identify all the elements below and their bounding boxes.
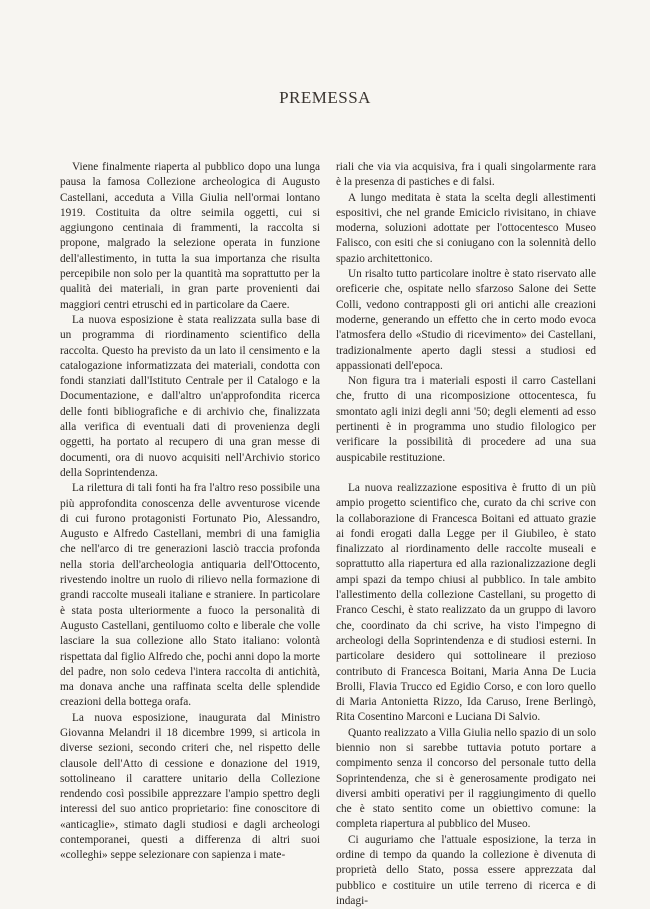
left-column [60,160,320,864]
paragraph-continuation: riali che via via acquisiva, fra i quali singolarmente rara è la presenza di pastiches e di falsi. [336,161,596,189]
page-title: PREMESSA [279,88,371,107]
paragraph: A lungo meditata è stata la scelta degli allestimenti espositivi, che nel grande Emiciclo rivisitano, in chiave moderna, soluzioni adottate per l'ottocentesco Museo Falisco, con esiti che si coniugano con la solennità dello spazio architettonico. [336,191,596,265]
paragraph: Ci auguriamo che l'attuale esposizione, la terza in ordine di tempo da quando la collezione è divenuta di proprietà dello Stato, possa essere apprezzata dal pubblico e costituire un utile terreno di ricerca e di indagi- [336,833,596,907]
paragraph: Quanto realizzato a Villa Giulia nello spazio di un solo biennio non si sarebbe tuttavia potuto portare a compimento senza il concorso del personale tutto della Soprintendenza, che si è generosamente prodigato nei diversi ambiti operativi per il raggiungimento di quello che è stato sentito come un obiettivo comune: la completa riapertura al pubblico del Museo. [336,726,596,831]
paragraph: Viene finalmente riaperta al pubblico dopo una lunga pausa la famosa Collezione archeologica di Augusto Castellani, acceduta a Villa Giulia nell'ormai lontano 1919. Costituita da oltre seimila oggetti, cui si aggiungono centinaia di frammenti, la raccolta si propone, malgrado la selezione operata in funzione dell'allestimento, in tutta la sua importanza che risulta percepibile non solo per la quantità ma soprattutto per la qualità dei materiali, in gran parte provenienti dai maggiori centri etruschi ed in particolare da Caere. [60,161,320,311]
paragraph: Non figura tra i materiali esposti il carro Castellani che, frutto di una ricomposizione ottocentesca, fu smontato agli inizi degli anni '50; degli elementi ad esso pertinenti è in programma uno studio filologico per verificare la possibilità di procedere ad una sua auspicabile restituzione. [336,375,596,464]
right-column [336,160,596,909]
paragraph: La nuova esposizione, inaugurata dal Ministro Giovanna Melandri il 18 dicembre 1999, si articola in diverse sezioni, secondo criteri che, nel rispetto delle clausole dell'Atto di cessione e donazione del 1919, sottolineano il carattere unitario della Collezione rendendo così possibile apprezzare l'ampio spettro degli interessi del suo antico proprietario: fine conoscitore di «anticaglie», stimato dagli studiosi e dagli archeologi contemporanei, questi a differenza di altri suoi «colleghi» seppe selezionare con sapienza i mate- [60,711,320,862]
paragraph: Un risalto tutto particolare inoltre è stato riservato alle oreficerie che, ospitate nello sfarzoso Salone dei Sette Colli, vedono contrapposti gli ori antichi alle creazioni moderne, generando un effetto che in certo modo evoca l'atmosfera dello «Studio di ricevimento» dei Castellani, tradizionalmente aperto dagli stessi a studiosi ed appassionati dell'epoca. [336,268,596,372]
paragraph: La rilettura di tali fonti ha fra l'altro reso possibile una più approfondita conoscenza delle avventurose vicende di cui furono protagonisti Fortunato Pio, Alessandro, Augusto e Alfredo Castellani, membri di una famiglia che nell'arco di tre generazioni lasciò traccia profonda nella storia dell'archeologia antiquaria dell'Ottocento, rivestendo inoltre un ruolo di rilievo nella formazione di grandi raccolte museali italiane e straniere. In particolare è stata posta ulteriormente a fuoco la personalità di Augusto Castellani, gentiluomo colto e liberale che volle lasciare la sua collezione allo Stato italiano: volontà rispettata dal figlio Alfredo che, pochi anni dopo la morte del padre, non solo cedeva l'intera raccolta di antichità, ma donava anche una raffinata scelta delle splendide creazioni della bottega orafa. [60,482,320,709]
paragraph: La nuova realizzazione espositiva è frutto di un più ampio progetto scientifico che, curato da chi scrive con la collaborazione di Francesca Boitani ed attuato grazie ai fondi erogati dalla Legge per il Giubileo, è stato finalizzato al riordinamento delle raccolte museali e soprattutto alla riapertura ed alla razionalizzazione degli ampi spazi da tempo chiusi al pubblico. In tale ambito l'allestimento della collezione Castellani, su progetto di Franco Ceschi, è stato realizzato da un gruppo di lavoro che, coordinato da chi scrive, ha visto l'impegno di archeologi della Soprintendenza e di studiosi esterni. In particolare desidero qui sottolineare il prezioso contributo di Francesca Boitani, Maria Anna De Lucia Brolli, Flavia Trucco ed Egidio Corso, e con loro quello di Maria Antonietta Rizzo, Ida Caruso, Irene Berlingò, Rita Cosentino Marconi e Luciana Di Salvio. [336,481,596,724]
paragraph: La nuova esposizione è stata realizzata sulla base di un programma di riordinamento scientifico della raccolta. Questo ha previsto da un lato il censimento e la catalogazione informatizzata dei materiali, condotta con fondi stanziati dall'Istituto Centrale per il Catalogo e la Documentazione, e dall'altro un'approfondita ricerca delle fonti bibliografiche e di archivio che, finalizzata alla verifica di eventuali dati di provenienza degli oggetti, ha portato al recupero di una gran messe di documenti, ora di nuovo acquisiti nell'Archivio storico della Soprintendenza. [60,313,320,479]
